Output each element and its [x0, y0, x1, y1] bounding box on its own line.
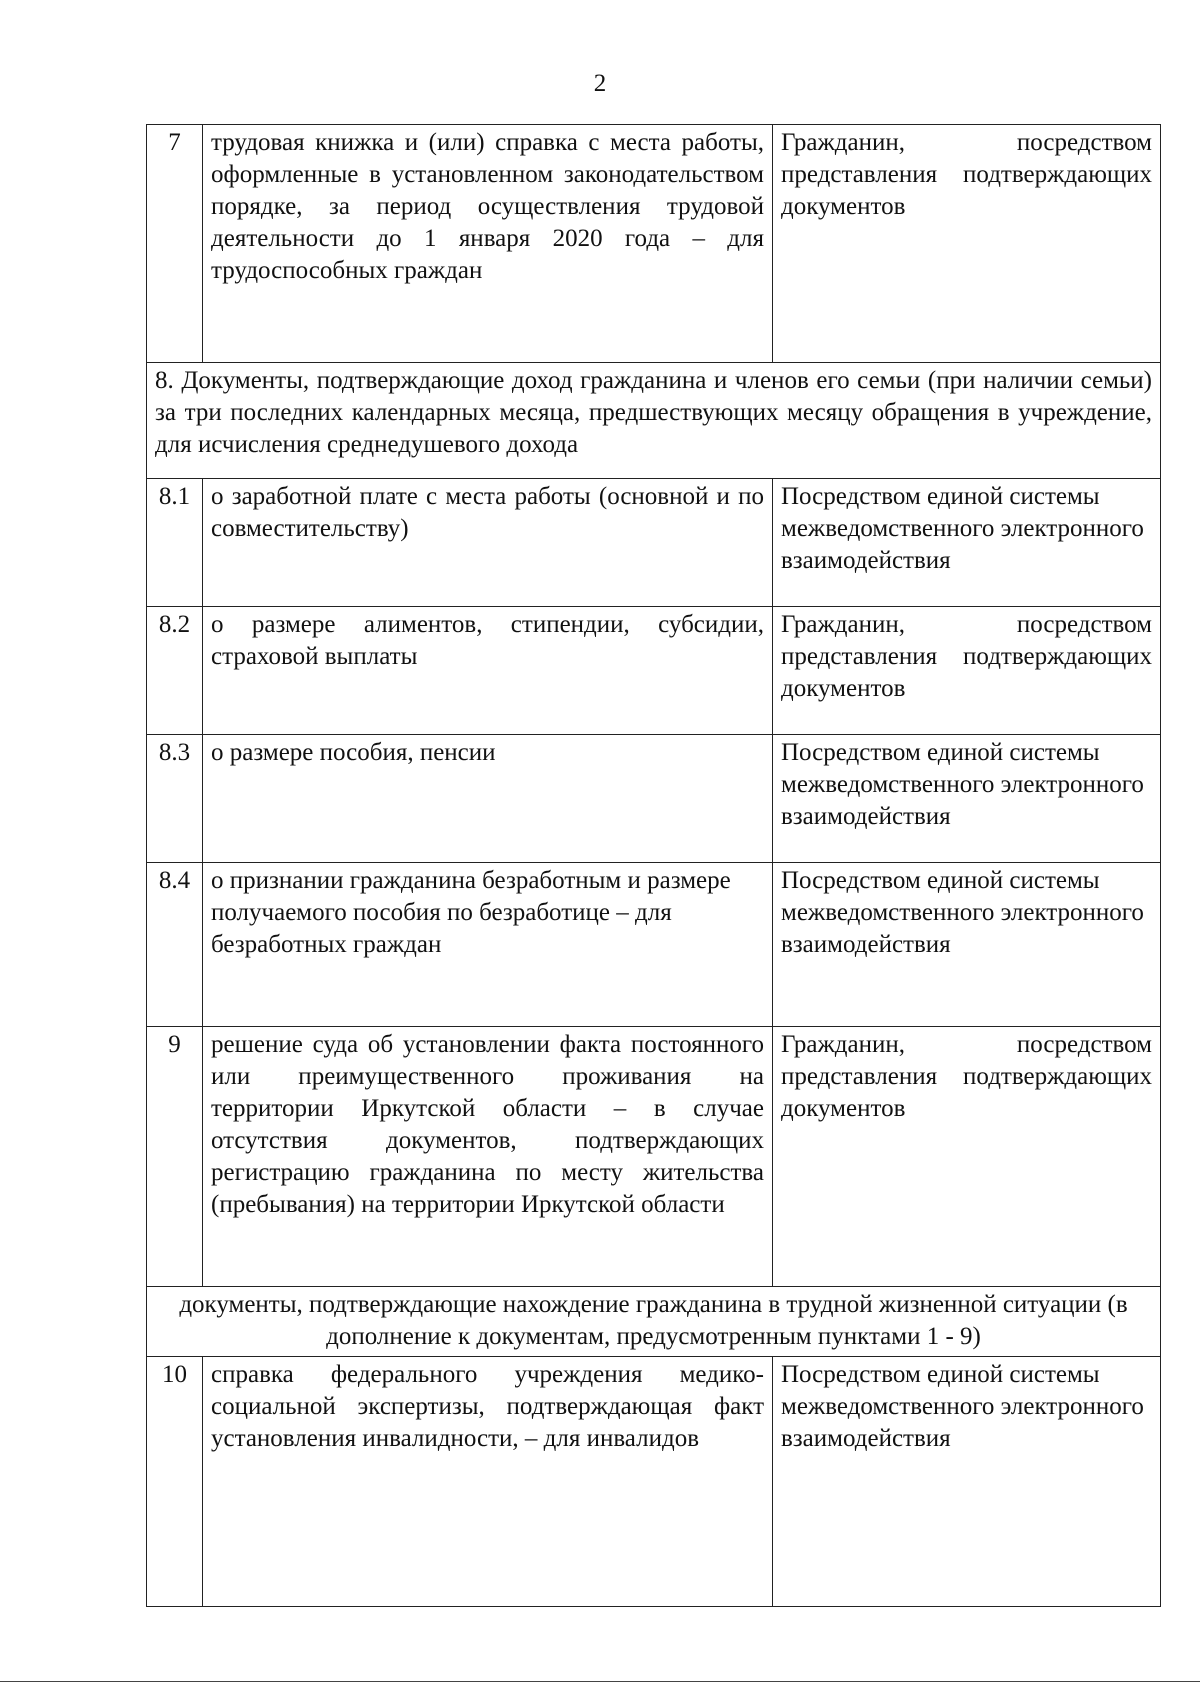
page-number: 2 — [593, 70, 607, 97]
row-description: о признании гражданина безработным и размере получаемого пособия по безработице – для безработных граждан — [203, 863, 773, 1027]
row-source: Гражданин, посредством представления подтверждающих документов — [773, 607, 1161, 735]
bottom-rule — [0, 1681, 1200, 1682]
row-number: 8.2 — [147, 607, 203, 735]
table-row-9 — [147, 1027, 1161, 1287]
row-number: 8.3 — [147, 735, 203, 863]
row-description: о заработной плате с места работы (основной и по совместительству) — [203, 479, 773, 607]
row-description: трудовая книжка и (или) справка с места работы, оформленные в установленном законодательством порядке, за период осуществления трудовой деятельности до 1 января 2020 года – для трудоспособных граждан — [203, 125, 773, 363]
row-description: о размере алиментов, стипендии, субсидии, страховой выплаты — [203, 607, 773, 735]
table-row-7 — [147, 125, 1161, 363]
row-number: 8.1 — [147, 479, 203, 607]
row-source: Посредством единой системы межведомственного электронного взаимодействия — [773, 735, 1161, 863]
documents-table — [146, 124, 1161, 1607]
row-source: Посредством единой системы межведомственного электронного взаимодействия — [773, 863, 1161, 1027]
row-source: Посредством единой системы межведомственного электронного взаимодействия — [773, 1357, 1161, 1607]
row-number: 7 — [147, 125, 203, 363]
row-number: 8.4 — [147, 863, 203, 1027]
table-row-8-3 — [147, 735, 1161, 863]
subsection-row — [147, 1287, 1161, 1357]
table-row-10 — [147, 1357, 1161, 1607]
row-description: о размере пособия, пенсии — [203, 735, 773, 863]
row-source: Гражданин, посредством представления подтверждающих документов — [773, 125, 1161, 363]
table-row-8-1 — [147, 479, 1161, 607]
row-description: решение суда об установлении факта постоянного или преимущественного проживания на территории Иркутской области – в случае отсутствия документов, подтверждающих регистрацию гражданина по месту жительства (пребывания) на территории Иркутской области — [203, 1027, 773, 1287]
section-heading: 8. Документы, подтверждающие доход гражданина и членов его семьи (при наличии семьи) за три последних календарных месяца, предшествующих месяцу обращения в учреждение, для исчисления среднедушевого дохода — [147, 363, 1161, 479]
subsection-heading: документы, подтверждающие нахождение гражданина в трудной жизненной ситуации (в дополнение к документам, предусмотренным пунктами 1 - 9) — [147, 1287, 1161, 1357]
section-row-8 — [147, 363, 1161, 479]
row-source: Посредством единой системы межведомственного электронного взаимодействия — [773, 479, 1161, 607]
row-description: справка федерального учреждения медико-социальной экспертизы, подтверждающая факт установления инвалидности, – для инвалидов — [203, 1357, 773, 1607]
row-number: 10 — [147, 1357, 203, 1607]
row-number: 9 — [147, 1027, 203, 1287]
table-row-8-4 — [147, 863, 1161, 1027]
table-row-8-2 — [147, 607, 1161, 735]
row-source: Гражданин, посредством представления подтверждающих документов — [773, 1027, 1161, 1287]
